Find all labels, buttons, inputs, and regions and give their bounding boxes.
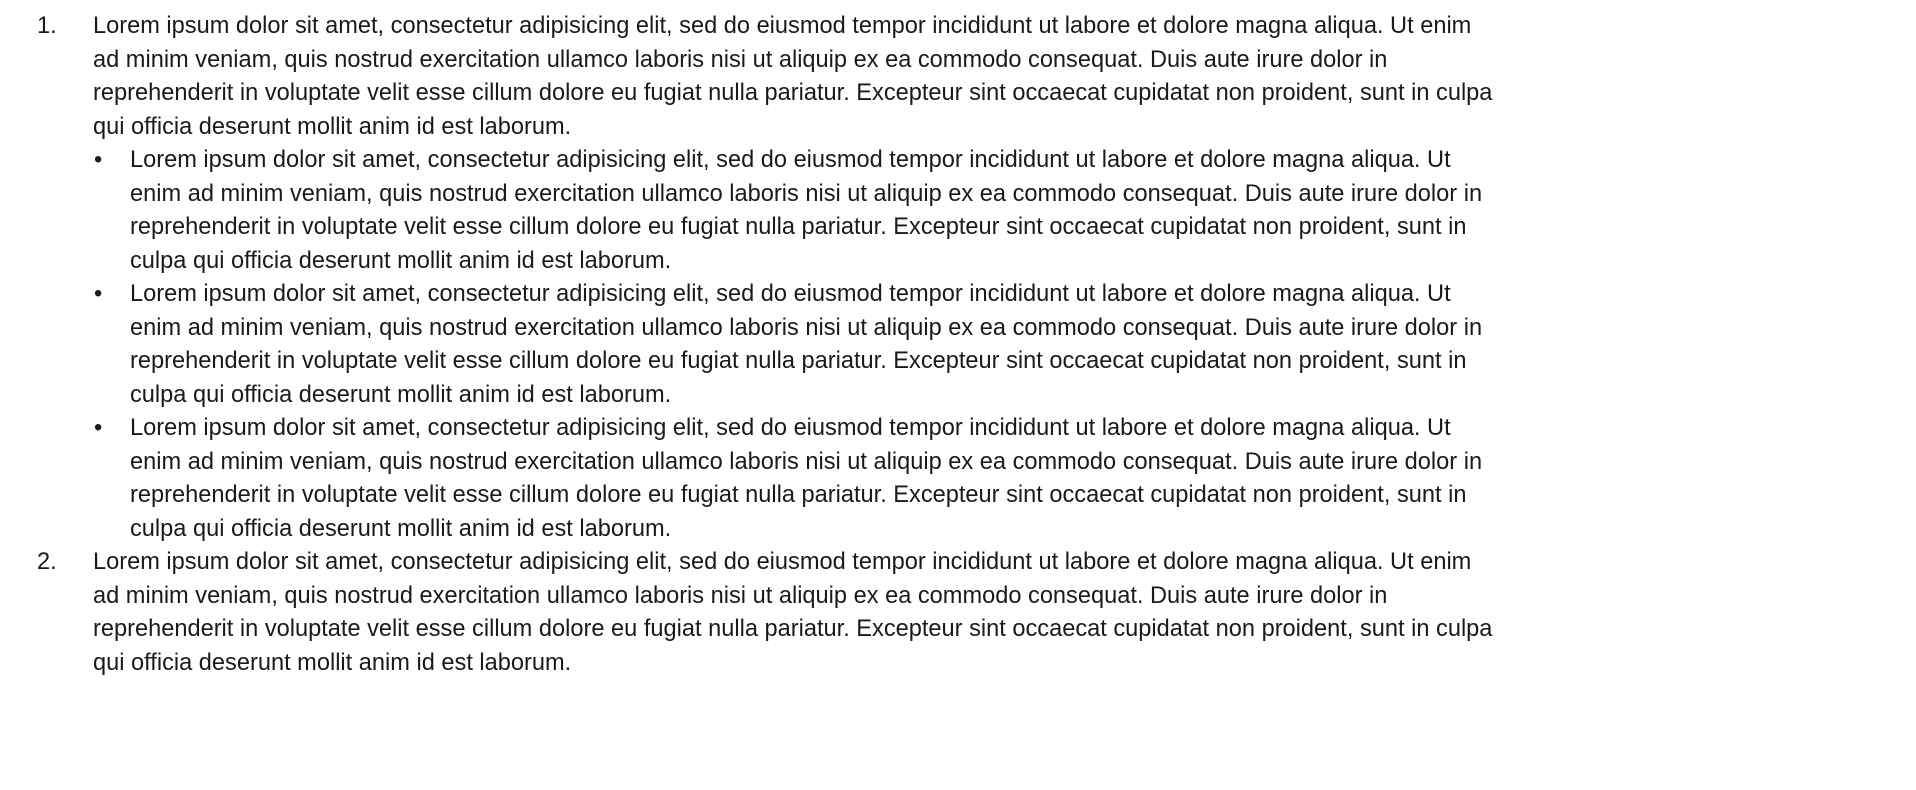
- bullet-marker: •: [94, 147, 103, 173]
- bullet-marker: •: [94, 281, 103, 307]
- list-item: [0, 546, 1493, 680]
- bullet-item-text: Lorem ipsum dolor sit amet, consectetur adipisicing elit, sed do eiusmod tempor incididunt ut labore et dolore magna aliqua. Ut enim ad minim veniam, quis nostrud exercitation ullamco laboris nisi ut aliquip ex ea commodo consequat. Duis aute irure dolor in reprehenderit in voluptate velit esse cillum dolore eu fugiat nulla pariatur. Excepteur sint occaecat cupidatat non proident, sunt in culpa qui officia deserunt mollit anim id est laborum.: [130, 415, 1483, 542]
- list-item: [0, 10, 1493, 546]
- bullet-marker: •: [94, 415, 103, 441]
- bullet-item: [94, 278, 1493, 412]
- bullet-item: [94, 144, 1493, 278]
- list-number: 1.: [37, 13, 57, 39]
- ordered-list: [0, 10, 1916, 680]
- list-number: 2.: [37, 549, 57, 575]
- bullet-item-text: Lorem ipsum dolor sit amet, consectetur adipisicing elit, sed do eiusmod tempor incididunt ut labore et dolore magna aliqua. Ut enim ad minim veniam, quis nostrud exercitation ullamco laboris nisi ut aliquip ex ea commodo consequat. Duis aute irure dolor in reprehenderit in voluptate velit esse cillum dolore eu fugiat nulla pariatur. Excepteur sint occaecat cupidatat non proident, sunt in culpa qui officia deserunt mollit anim id est laborum.: [130, 281, 1483, 408]
- bullet-item-text: Lorem ipsum dolor sit amet, consectetur adipisicing elit, sed do eiusmod tempor incididunt ut labore et dolore magna aliqua. Ut enim ad minim veniam, quis nostrud exercitation ullamco laboris nisi ut aliquip ex ea commodo consequat. Duis aute irure dolor in reprehenderit in voluptate velit esse cillum dolore eu fugiat nulla pariatur. Excepteur sint occaecat cupidatat non proident, sunt in culpa qui officia deserunt mollit anim id est laborum.: [130, 147, 1483, 274]
- list-item-text: Lorem ipsum dolor sit amet, consectetur adipisicing elit, sed do eiusmod tempor incididunt ut labore et dolore magna aliqua. Ut enim ad minim veniam, quis nostrud exercitation ullamco laboris nisi ut aliquip ex ea commodo consequat. Duis aute irure dolor in reprehenderit in voluptate velit esse cillum dolore eu fugiat nulla pariatur. Excepteur sint occaecat cupidatat non proident, sunt in culpa qui officia deserunt mollit anim id est laborum.: [93, 13, 1493, 140]
- list-item-text: Lorem ipsum dolor sit amet, consectetur adipisicing elit, sed do eiusmod tempor incididunt ut labore et dolore magna aliqua. Ut enim ad minim veniam, quis nostrud exercitation ullamco laboris nisi ut aliquip ex ea commodo consequat. Duis aute irure dolor in reprehenderit in voluptate velit esse cillum dolore eu fugiat nulla pariatur. Excepteur sint occaecat cupidatat non proident, sunt in culpa qui officia deserunt mollit anim id est laborum.: [93, 549, 1493, 676]
- bullet-item: [94, 412, 1493, 546]
- bullet-list: [93, 144, 1493, 546]
